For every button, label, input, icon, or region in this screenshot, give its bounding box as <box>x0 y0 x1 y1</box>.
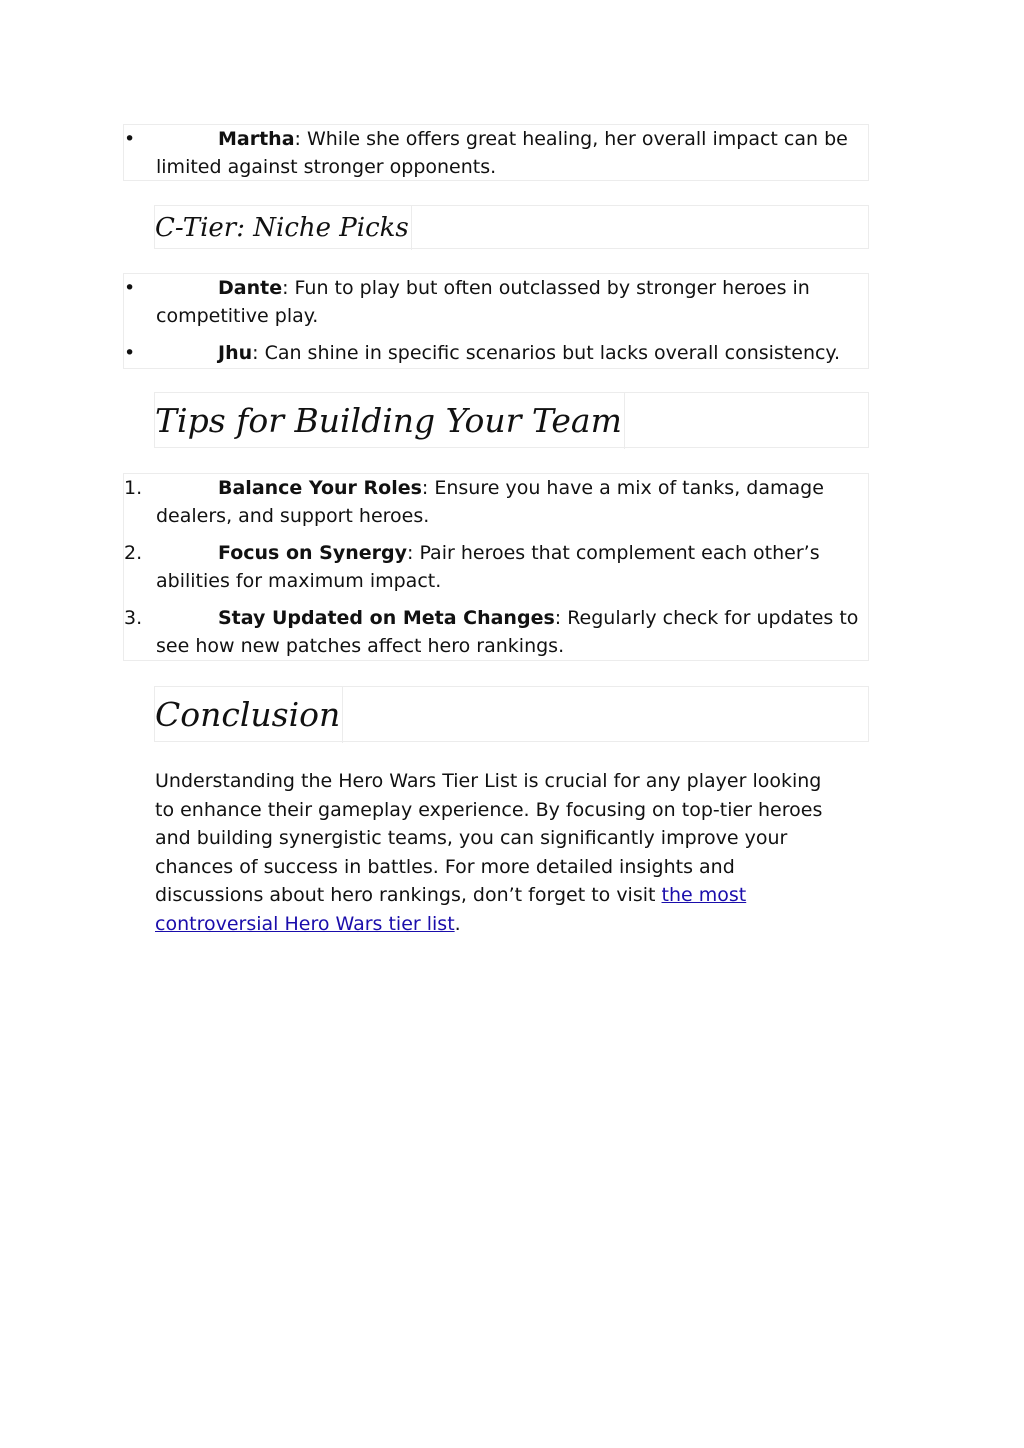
b-tier-list <box>123 124 869 181</box>
tips-heading <box>154 392 869 448</box>
list-item <box>124 274 868 330</box>
hero-name: Jhu <box>218 342 253 364</box>
tips-heading-text: Tips for Building Your Team <box>155 393 625 449</box>
conclusion-text-end: . <box>454 912 461 935</box>
tip-description: : Pair heroes that complement each other’s abilities for maximum impact. <box>156 542 820 592</box>
hero-name: Martha <box>218 128 295 150</box>
tip-description: : Regularly check for updates to see how new patches affect hero rankings. <box>156 607 859 657</box>
bullet-marker: • <box>124 342 136 364</box>
hero-description: : While she offers great healing, her overall impact can be limited against stronger opponents. <box>156 128 848 178</box>
bullet-marker: • <box>124 128 136 150</box>
tier-list-link[interactable]: the most controversial Hero Wars tier list <box>155 884 747 935</box>
tip-description: : Ensure you have a mix of tanks, damage dealers, and support heroes. <box>156 477 824 527</box>
list-item <box>124 604 868 660</box>
list-item <box>124 539 868 595</box>
c-tier-heading-text: C-Tier: Niche Picks <box>155 206 412 250</box>
tip-title: Focus on Synergy <box>218 542 408 564</box>
c-tier-heading <box>154 205 869 249</box>
hero-name: Dante <box>218 277 283 299</box>
c-tier-list <box>123 273 869 369</box>
bullet-marker: • <box>124 277 136 299</box>
list-item <box>124 474 868 530</box>
list-item <box>124 125 868 181</box>
number-marker: 2. <box>124 542 143 564</box>
hero-description: : Fun to play but often outclassed by stronger heroes in competitive play. <box>156 277 810 327</box>
number-marker: 1. <box>124 477 143 499</box>
hero-description: : Can shine in specific scenarios but lacks overall consistency. <box>252 342 841 364</box>
conclusion-heading <box>154 686 869 742</box>
list-item <box>124 339 868 367</box>
conclusion-heading-text: Conclusion <box>155 687 343 743</box>
tip-title: Stay Updated on Meta Changes <box>218 607 555 629</box>
tip-title: Balance Your Roles <box>218 477 422 499</box>
tips-list <box>123 473 869 661</box>
number-marker: 3. <box>124 607 143 629</box>
conclusion-paragraph <box>155 767 835 938</box>
conclusion-text: Understanding the Hero Wars Tier List is crucial for any player looking to enhance their gameplay experience. By focusing on top-tier heroes and building synergistic teams, you can significantly improve your chances of success in battles. For more detailed insights and discussions about hero rankings, don’t forget to visit <box>155 770 823 906</box>
